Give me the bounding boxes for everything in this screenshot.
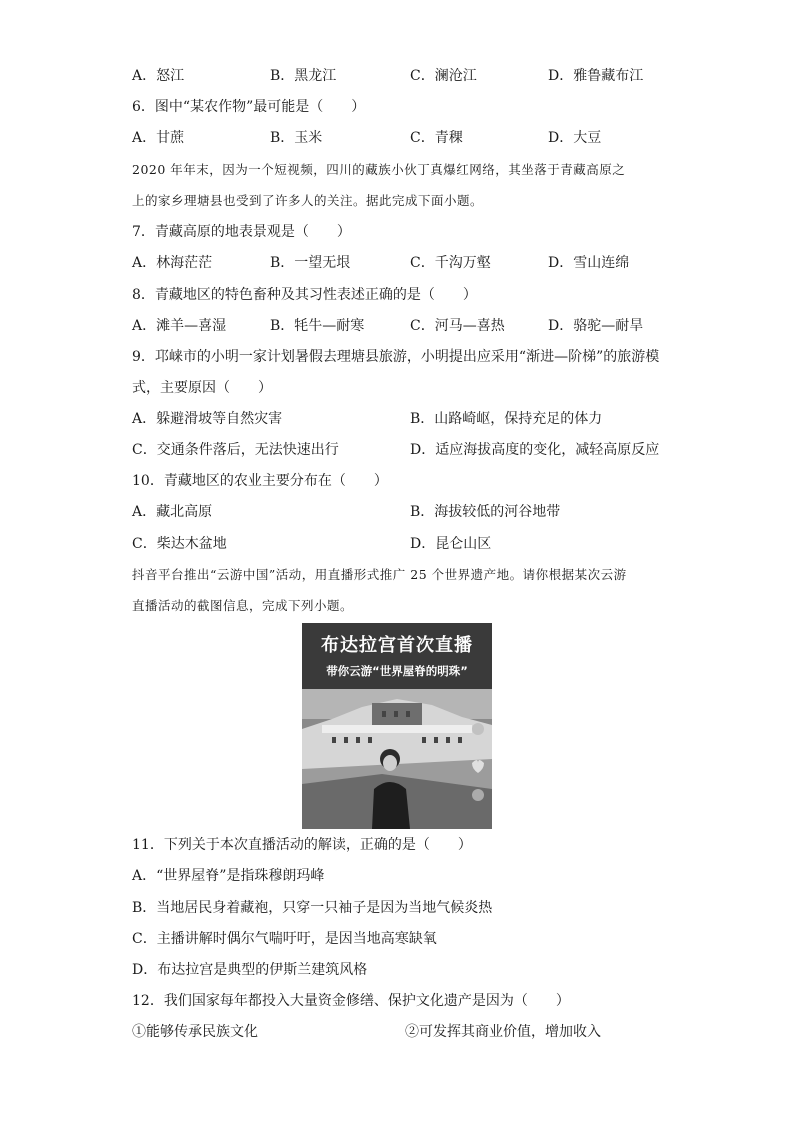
q8-option-c: C．河马—喜热 (410, 318, 505, 334)
q6-option-d: D．大豆 (548, 130, 602, 146)
q11-option-d: D．布达拉宫是典型的伊斯兰建筑风格 (132, 962, 368, 978)
intro2-line2: 直播活动的截图信息，完成下列小题。 (132, 598, 354, 613)
q6-option-a: A．甘蔗 (132, 130, 185, 146)
q12-stem: 12．我们国家每年都投入大量资金修缮、保护文化遗产是因为（ ） (132, 993, 570, 1009)
q9-stem-line2: 式，主要原因（ ） (132, 380, 272, 396)
q10-option-c: C．柴达木盆地 (132, 536, 227, 552)
q8-option-b: B．牦牛—耐寒 (270, 318, 365, 334)
q10-option-a: A．藏北高原 (132, 504, 213, 520)
q9-stem-line1: 9．邛崃市的小明一家计划暑假去理塘县旅游，小明提出应采用“渐进—阶梯”的旅游模 (132, 349, 660, 365)
poster-subtitle: 带你云游“世界屋脊的明珠” (326, 664, 468, 678)
q9-option-d: D．适应海拔高度的变化，减轻高原反应 (410, 442, 660, 458)
intro1-line2: 上的家乡理塘县也受到了许多人的关注。据此完成下面小题。 (132, 193, 484, 208)
q12-option-1: ①能够传承民族文化 (132, 1024, 258, 1040)
q7-stem: 7．青藏高原的地表景观是（ ） (132, 224, 351, 240)
q7-option-c: C．千沟万壑 (410, 255, 491, 271)
q6-option-c: C．青稞 (410, 130, 463, 146)
q8-option-a: A．滩羊—喜湿 (132, 318, 227, 334)
potala-palace-photo (302, 689, 492, 829)
q10-stem: 10．青藏地区的农业主要分布在（ ） (132, 473, 388, 489)
q7-option-a: A．林海茫茫 (132, 255, 213, 271)
q8-stem: 8．青藏地区的特色畜种及其习性表述正确的是（ ） (132, 287, 477, 303)
q9-option-c: C．交通条件落后，无法快速出行 (132, 442, 339, 458)
intro1-line1: 2020 年年末，因为一个短视频，四川的藏族小伙丁真爆红网络，其坐落于青藏高原之 (132, 162, 626, 177)
q11-option-b: B．当地居民身着藏袍，只穿一只袖子是因为当地气候炎热 (132, 900, 493, 916)
livestream-poster-image (302, 623, 492, 829)
q10-option-d: D．昆仑山区 (410, 536, 492, 552)
q8-option-d: D．骆驼—耐旱 (548, 318, 644, 334)
q6-option-b: B．玉米 (270, 130, 323, 146)
q12-option-2: ②可发挥其商业价值，增加收入 (405, 1024, 601, 1040)
q11-option-a: A．“世界屋脊”是指珠穆朗玛峰 (132, 868, 325, 884)
q11-stem: 11．下列关于本次直播活动的解读，正确的是（ ） (132, 837, 472, 853)
q9-option-a: A．躲避滑坡等自然灾害 (132, 411, 283, 427)
q5-option-d: D．雅鲁藏布江 (548, 68, 644, 84)
poster-title: 布达拉宫首次直播 (321, 635, 473, 656)
intro2-line1: 抖音平台推出“云游中国”活动，用直播形式推广 25 个世界遗产地。请你根据某次云游 (132, 567, 627, 582)
q7-option-b: B．一望无垠 (270, 255, 351, 271)
q11-option-c: C．主播讲解时偶尔气喘吁吁，是因当地高寒缺氧 (132, 931, 437, 947)
poster-header (302, 623, 492, 689)
q7-option-d: D．雪山连绵 (548, 255, 630, 271)
q5-option-c: C．澜沧江 (410, 68, 477, 84)
q5-option-b: B．黑龙江 (270, 68, 337, 84)
q10-option-b: B．海拔较低的河谷地带 (410, 504, 561, 520)
q9-option-b: B．山路崎岖，保持充足的体力 (410, 411, 603, 427)
q6-stem: 6．图中“某农作物”最可能是（ ） (132, 99, 366, 115)
q5-option-a: A．怒江 (132, 68, 185, 84)
